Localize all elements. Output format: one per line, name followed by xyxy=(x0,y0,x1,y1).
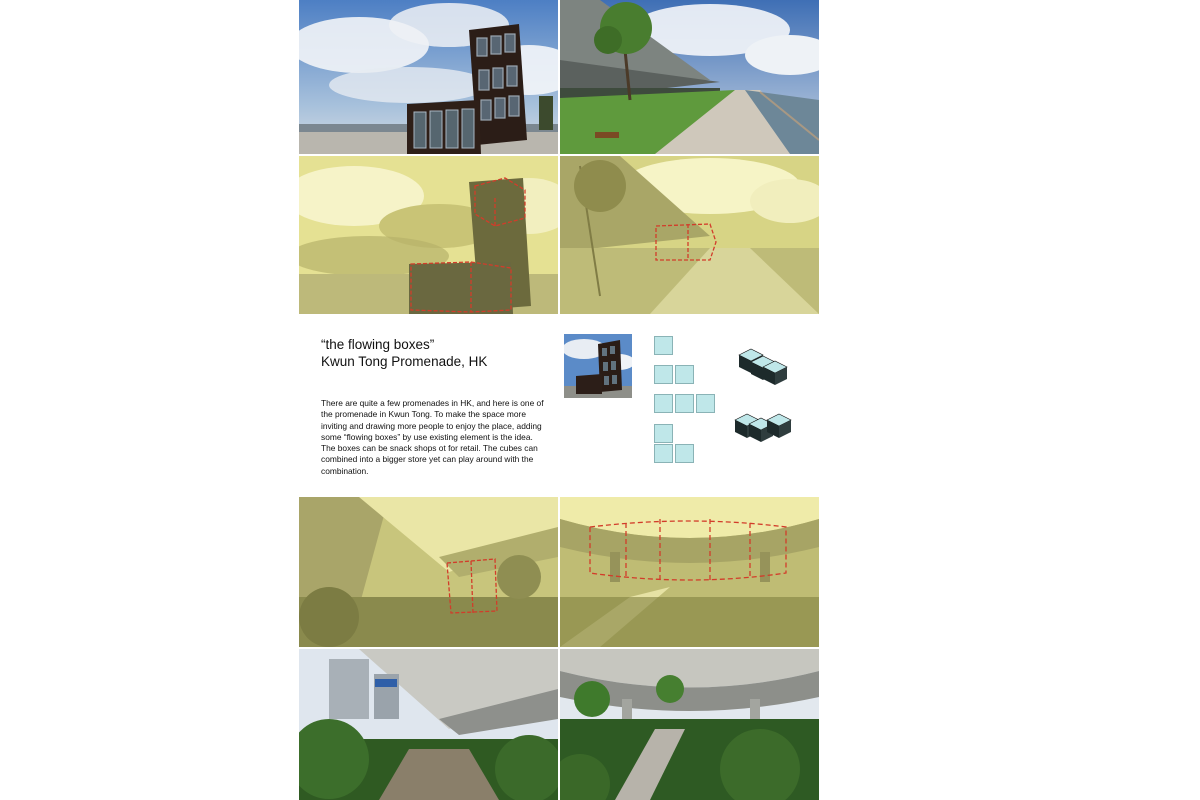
cube-l-bottom-right xyxy=(675,444,694,463)
cube-pair-2 xyxy=(675,365,694,384)
title-block xyxy=(321,336,561,370)
photo-flyover-right xyxy=(560,649,819,800)
project-description: There are quite a few promenades in HK, and here is one of the promenade in Kwun Tong. To make the space more inviting and drawing more people to enjoy the place, adding some “flowing boxes” by use existing element is the idea. The boxes can be snack shops ot for retail. The cubes can combined into a bigger store yet can play around with the combination. xyxy=(321,398,544,476)
iso-cube-cluster-1 xyxy=(737,345,789,387)
cube-pair-1 xyxy=(654,365,673,384)
cube-row-2 xyxy=(675,394,694,413)
photo-tower-overlay xyxy=(299,156,558,314)
cube-row-3 xyxy=(696,394,715,413)
project-title: “the flowing boxes” xyxy=(321,337,435,352)
cube-single xyxy=(654,336,673,355)
photo-flyover-right-overlay xyxy=(560,497,819,647)
photo-promenade-walkway xyxy=(560,0,819,154)
photo-flyover-left xyxy=(299,649,558,800)
photo-walkway-overlay xyxy=(560,156,819,314)
thumbnail-tower xyxy=(564,334,632,398)
iso-cube-cluster-2 xyxy=(733,410,793,446)
cube-l-bottom-left xyxy=(654,444,673,463)
project-location: Kwun Tong Promenade, HK xyxy=(321,354,488,369)
photo-tower-stacked-boxes xyxy=(299,0,558,154)
cube-l-top xyxy=(654,424,673,443)
photo-flyover-left-overlay xyxy=(299,497,558,647)
presentation-sheet xyxy=(299,0,819,800)
cube-row-1 xyxy=(654,394,673,413)
